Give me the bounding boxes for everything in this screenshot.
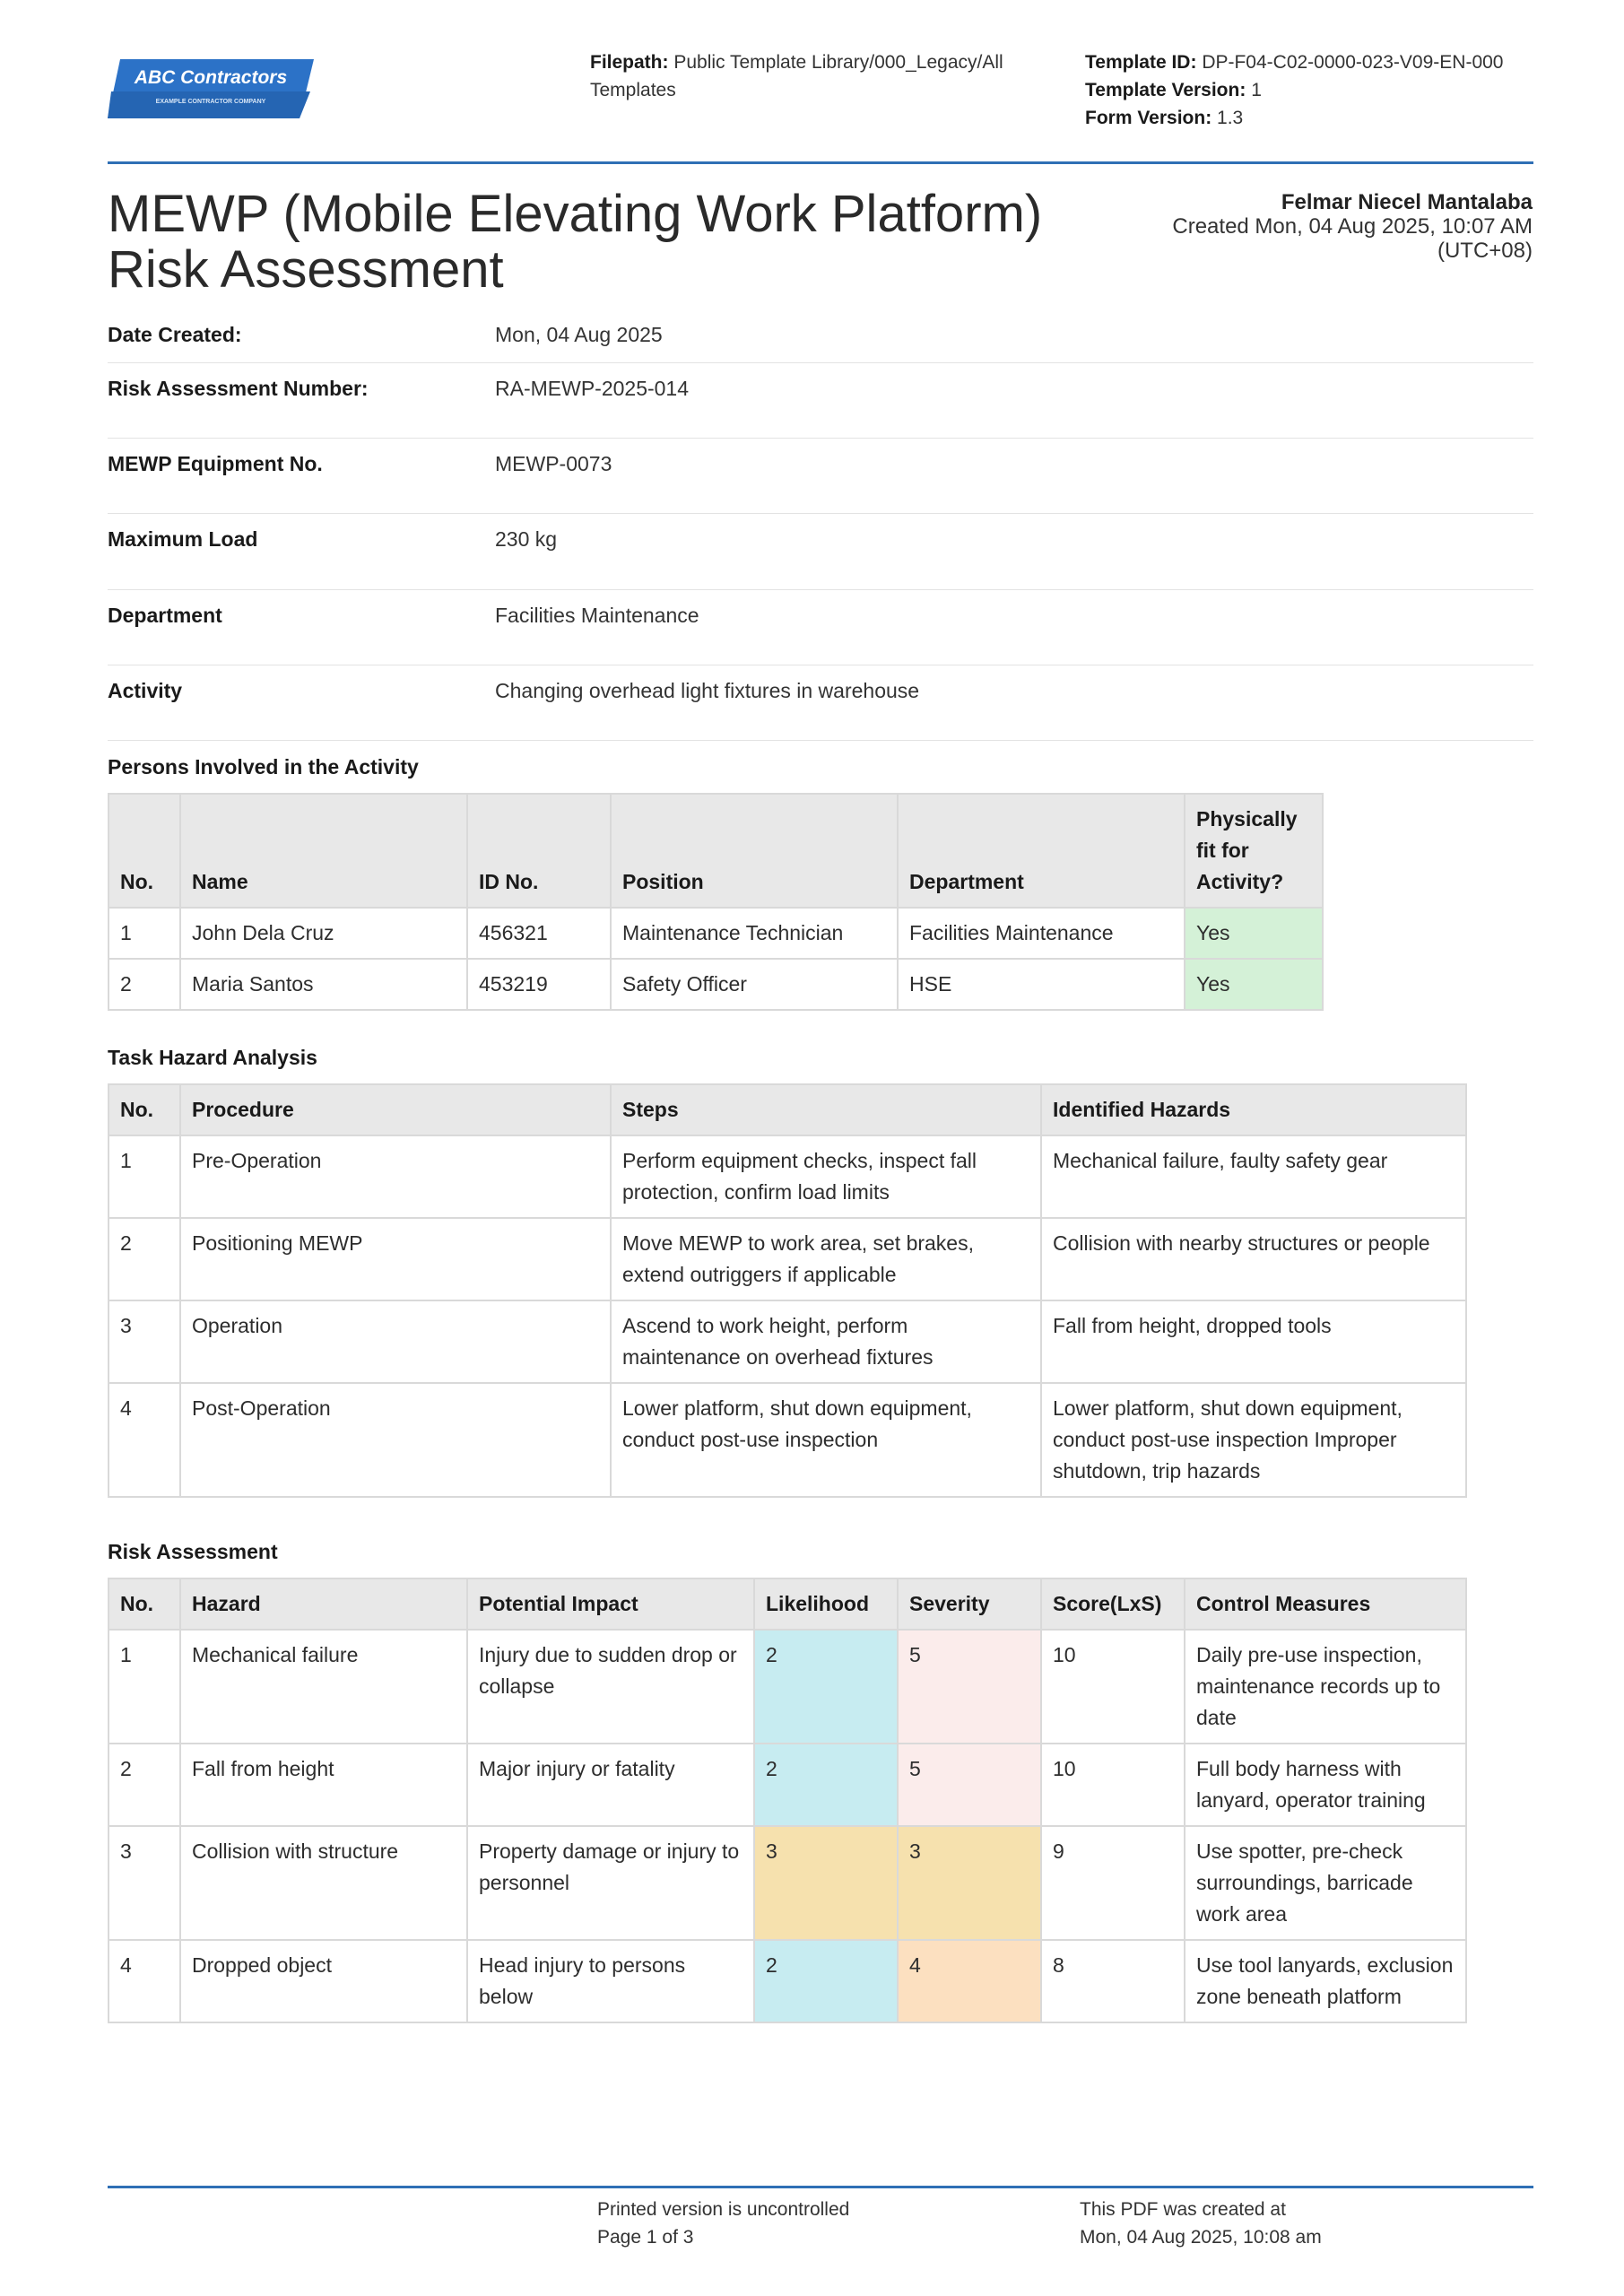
section-title-hazard-analysis: Task Hazard Analysis — [108, 1046, 317, 1069]
table-cell: Lower platform, shut down equipment, conduct post-use inspection Improper shutdown, trip hazards — [1041, 1383, 1466, 1497]
form-version-value: 1.3 — [1217, 108, 1244, 128]
table-cell: 2 — [109, 959, 180, 1010]
table-row — [109, 1218, 1466, 1300]
column-header: Position — [611, 794, 898, 908]
field-divider — [108, 740, 1533, 741]
table-row — [109, 1135, 1466, 1218]
table-cell: Move MEWP to work area, set brakes, extend outriggers if applicable — [611, 1218, 1041, 1300]
field-label: Risk Assessment Number: — [108, 377, 369, 400]
score-cell: 9 — [1041, 1826, 1185, 1940]
table-cell: Fall from height — [180, 1744, 467, 1826]
table-cell: Injury due to sudden drop or collapse — [467, 1630, 754, 1744]
persons-table — [108, 793, 1324, 1011]
column-header: ID No. — [467, 794, 611, 908]
table-cell: Head injury to persons below — [467, 1940, 754, 2022]
created-timezone: (UTC+08) — [1437, 239, 1533, 263]
table-row — [109, 1744, 1466, 1826]
likelihood-cell: 2 — [754, 1940, 898, 2022]
template-version-label: Template Version: — [1085, 80, 1246, 100]
table-cell: Collision with structure — [180, 1826, 467, 1940]
filepath-value: Public Template Library/000_Legacy/All Templates — [590, 52, 1003, 100]
field-label: Activity — [108, 679, 183, 702]
table-cell: Maintenance Technician — [611, 908, 898, 959]
column-header: Name — [180, 794, 467, 908]
column-header: Physically fit for Activity? — [1185, 794, 1323, 908]
table-cell: HSE — [898, 959, 1185, 1010]
column-header: No. — [109, 1578, 180, 1630]
table-cell: Mechanical failure — [180, 1630, 467, 1744]
risk-assessment-table — [108, 1578, 1467, 2023]
table-cell: Ascend to work height, perform maintenance on overhead fixtures — [611, 1300, 1041, 1383]
header-divider — [108, 161, 1533, 164]
table-cell: Operation — [180, 1300, 611, 1383]
table-cell: Lower platform, shut down equipment, conduct post-use inspection — [611, 1383, 1041, 1497]
column-header: Procedure — [180, 1084, 611, 1135]
created-datetime: Created Mon, 04 Aug 2025, 10:07 AM — [1172, 214, 1533, 239]
field-value: Facilities Maintenance — [495, 604, 699, 627]
table-cell: Post-Operation — [180, 1383, 611, 1497]
table-cell: Property damage or injury to personnel — [467, 1826, 754, 1940]
field-divider — [108, 589, 1533, 590]
field-value: Mon, 04 Aug 2025 — [495, 323, 663, 346]
table-cell: 2 — [109, 1744, 180, 1826]
logo-subtext: EXAMPLE CONTRACTOR COMPANY — [155, 99, 266, 105]
table-cell: Facilities Maintenance — [898, 908, 1185, 959]
column-header: No. — [109, 794, 180, 908]
column-header: Potential Impact — [467, 1578, 754, 1630]
likelihood-cell: 2 — [754, 1630, 898, 1744]
table-cell: 1 — [109, 908, 180, 959]
column-header: Likelihood — [754, 1578, 898, 1630]
table-cell: Safety Officer — [611, 959, 898, 1010]
severity-cell: 4 — [898, 1940, 1041, 2022]
table-cell: Use tool lanyards, exclusion zone beneath platform — [1185, 1940, 1466, 2022]
template-version-value: 1 — [1251, 80, 1262, 100]
template-id-value: DP-F04-C02-0000-023-V09-EN-000 — [1202, 52, 1504, 73]
table-cell: Use spotter, pre-check surroundings, barricade work area — [1185, 1826, 1466, 1940]
table-cell: 2 — [109, 1218, 180, 1300]
table-cell: 4 — [109, 1383, 180, 1497]
table-cell: Dropped object — [180, 1940, 467, 2022]
table-cell: Collision with nearby structures or people — [1041, 1218, 1466, 1300]
field-value: Changing overhead light fixtures in warehouse — [495, 679, 920, 702]
field-label: Maximum Load — [108, 527, 258, 551]
table-cell: 3 — [109, 1826, 180, 1940]
form-version-label: Form Version: — [1085, 108, 1212, 128]
title-line-1: MEWP (Mobile Elevating Work Platform) — [108, 185, 1043, 243]
pdf-created-value: Mon, 04 Aug 2025, 10:08 am — [1080, 2227, 1322, 2248]
column-header: Score(LxS) — [1041, 1578, 1185, 1630]
table-header-row — [109, 1578, 1466, 1630]
field-value: 230 kg — [495, 527, 558, 551]
column-header: Severity — [898, 1578, 1041, 1630]
table-cell: 4 — [109, 1940, 180, 2022]
table-cell: 456321 — [467, 908, 611, 959]
column-header: Steps — [611, 1084, 1041, 1135]
field-divider — [108, 513, 1533, 514]
score-cell: 10 — [1041, 1630, 1185, 1744]
company-logo — [108, 59, 314, 118]
table-header-row — [109, 794, 1323, 908]
field-divider — [108, 362, 1533, 363]
section-title-persons: Persons Involved in the Activity — [108, 755, 419, 778]
table-header-row — [109, 1084, 1466, 1135]
table-cell: Mechanical failure, faulty safety gear — [1041, 1135, 1466, 1218]
field-label: Department — [108, 604, 222, 627]
table-row — [109, 1383, 1466, 1497]
filepath-meta — [590, 48, 1056, 104]
creator-name: Felmar Niecel Mantalaba — [1281, 190, 1533, 214]
table-cell: 1 — [109, 1135, 180, 1218]
table-cell: John Dela Cruz — [180, 908, 467, 959]
table-cell: Major injury or fatality — [467, 1744, 754, 1826]
table-cell: Perform equipment checks, inspect fall protection, confirm load limits — [611, 1135, 1041, 1218]
table-row — [109, 959, 1323, 1010]
severity-cell: 5 — [898, 1630, 1041, 1744]
table-row — [109, 1630, 1466, 1744]
hazard-analysis-table — [108, 1083, 1467, 1498]
section-title-risk-assessment: Risk Assessment — [108, 1540, 278, 1563]
footer-right — [1080, 2196, 1510, 2251]
column-header: Identified Hazards — [1041, 1084, 1466, 1135]
table-row — [109, 1940, 1466, 2022]
uncontrolled-notice: Printed version is uncontrolled — [597, 2199, 850, 2220]
field-value: RA-MEWP-2025-014 — [495, 377, 690, 400]
field-value: MEWP-0073 — [495, 452, 612, 475]
fit-status-cell: Yes — [1185, 908, 1323, 959]
table-cell: Pre-Operation — [180, 1135, 611, 1218]
footer-left — [597, 2196, 956, 2251]
likelihood-cell: 2 — [754, 1744, 898, 1826]
likelihood-cell: 3 — [754, 1826, 898, 1940]
logo-text: ABC Contractors — [134, 67, 288, 88]
score-cell: 10 — [1041, 1744, 1185, 1826]
creator-info — [1066, 190, 1533, 263]
table-cell: 1 — [109, 1630, 180, 1744]
severity-cell: 5 — [898, 1744, 1041, 1826]
pdf-created-label: This PDF was created at — [1080, 2199, 1286, 2220]
table-cell: 3 — [109, 1300, 180, 1383]
table-cell: Full body harness with lanyard, operator training — [1185, 1744, 1466, 1826]
table-row — [109, 1300, 1466, 1383]
page-number: Page 1 of 3 — [597, 2227, 694, 2248]
column-header: Hazard — [180, 1578, 467, 1630]
field-divider — [108, 438, 1533, 439]
filepath-label: Filepath: — [590, 52, 669, 73]
fit-status-cell: Yes — [1185, 959, 1323, 1010]
footer-divider — [108, 2186, 1533, 2188]
score-cell: 8 — [1041, 1940, 1185, 2022]
table-row — [109, 1826, 1466, 1940]
column-header: No. — [109, 1084, 180, 1135]
table-cell: 453219 — [467, 959, 611, 1010]
column-header: Department — [898, 794, 1185, 908]
table-cell: Daily pre-use inspection, maintenance records up to date — [1185, 1630, 1466, 1744]
template-id-label: Template ID: — [1085, 52, 1197, 73]
column-header: Control Measures — [1185, 1578, 1466, 1630]
field-label: Date Created: — [108, 323, 242, 346]
template-meta — [1085, 48, 1551, 132]
title-line-2: Risk Assessment — [108, 240, 504, 299]
field-label: MEWP Equipment No. — [108, 452, 323, 475]
page-title — [108, 187, 1058, 298]
table-cell: Positioning MEWP — [180, 1218, 611, 1300]
table-row — [109, 908, 1323, 959]
table-cell: Maria Santos — [180, 959, 467, 1010]
table-cell: Fall from height, dropped tools — [1041, 1300, 1466, 1383]
severity-cell: 3 — [898, 1826, 1041, 1940]
